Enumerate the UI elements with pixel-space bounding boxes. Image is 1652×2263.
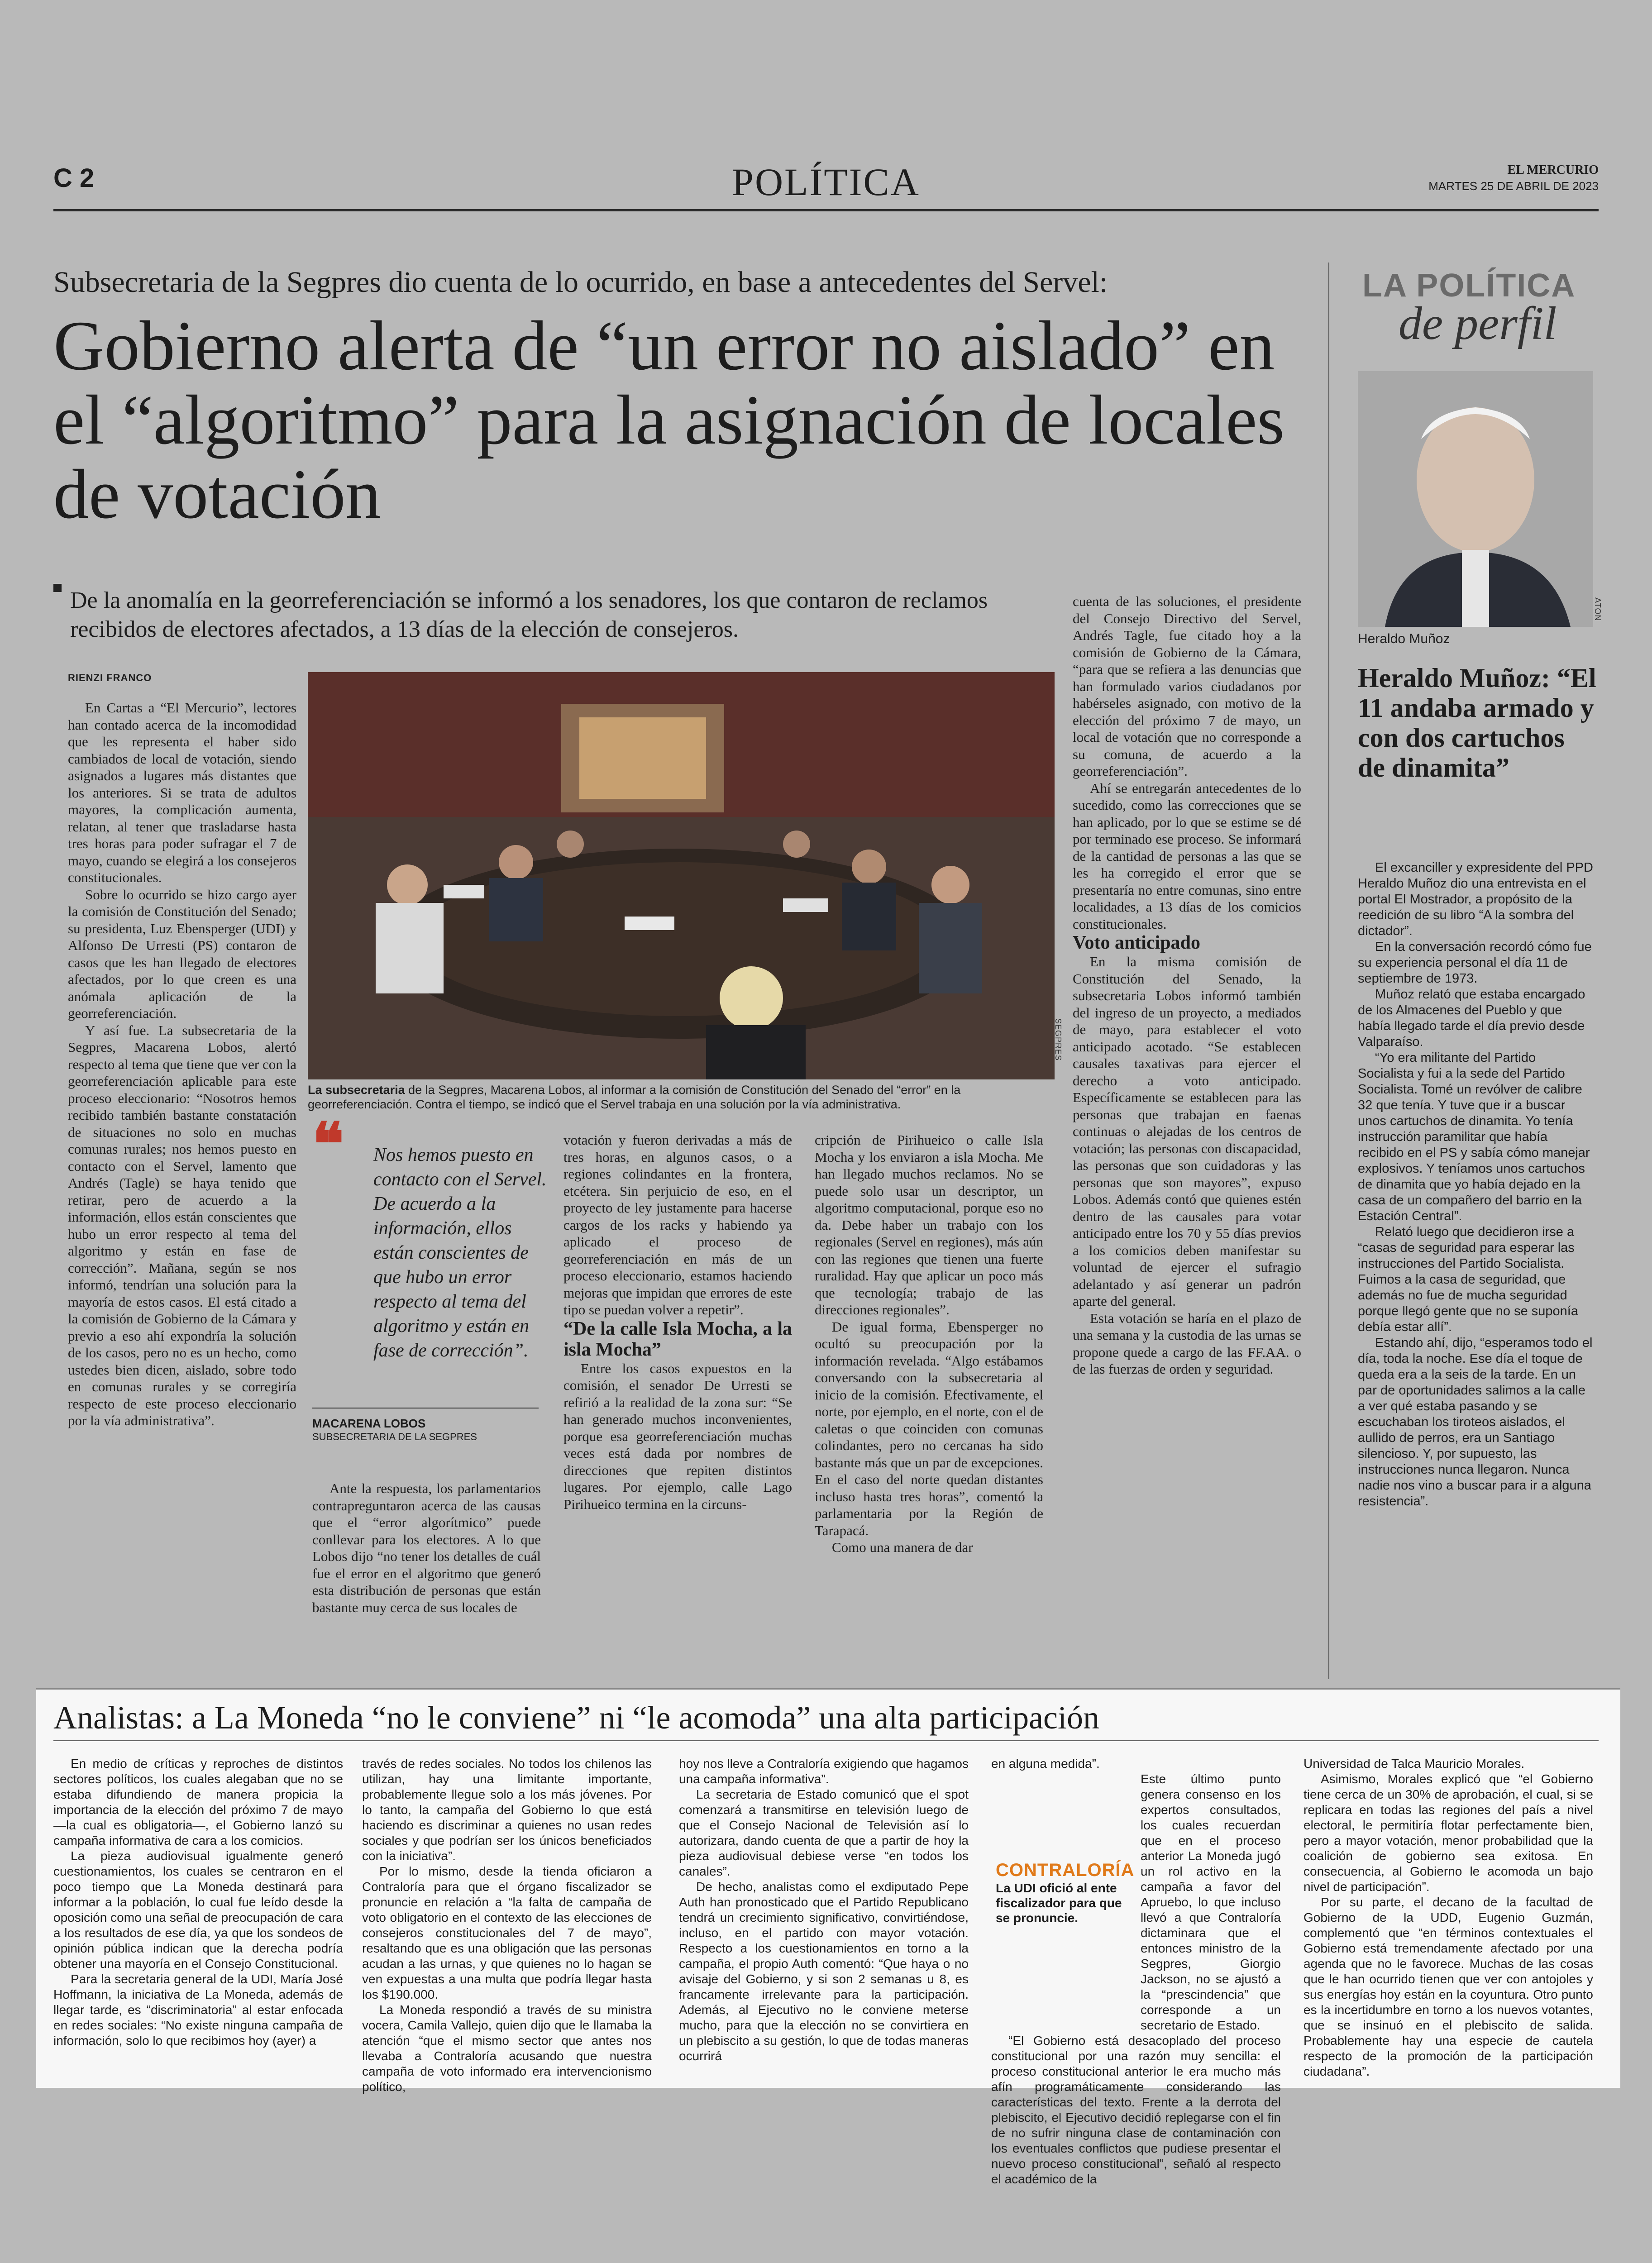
paragraph: Como una manera de dar	[832, 1539, 973, 1555]
pullquote-mark: ❝	[312, 1112, 344, 1178]
paragraph: Entre los casos expuestos en la comisión, el senador De Urresti se refirió a la realidad de la zona sur: “Se han generado muchos inconvenientes, porque esa georreferenciación muchas veces está dada por nombres de direcciones que repiten distintos lugares. Por ejemplo, calle Lago Pirihueico termina en la circuns-	[563, 1360, 792, 1512]
paragraph: hoy nos lleve a Contraloría exigiendo que hagamos una campaña informativa”.	[679, 1757, 969, 1786]
paragraph: Asimismo, Morales explicó que “el Gobierno tiene cerca de un 30% de aprobación, el cual, si se replicara en todas las regiones del país a nivel electoral, le permitiría flotar perfectamente bien, pero a mayor votación, menor probabilidad que la coalición de gobierno sea exitosa. En consecuencia, al Gobierno le acomoda un bajo nivel de participación”.	[1303, 1772, 1593, 1894]
sidebar-label: LA POLÍTICA	[1362, 267, 1576, 304]
paragraph: De hecho, analistas como el exdiputado Pepe Auth han pronosticado que el Partido Republicano tendrá un crecimiento significativo, convirtiéndose, incluso, en el partido con mayor votación. Respecto a los cuestionamientos en torno a la campaña, el propio Auth comentó: “Que haya o no avisaje del Gobierno, y si son 2 semanas u 8, es francamente irrelevante para la participación. Además, al Ejecutivo no le conviene meterse mucho, para que la elección no se convirtiera en un plebiscito a su gestión, lo que de todas maneras ocurrirá	[679, 1880, 969, 2063]
paragraph: Sobre lo ocurrido se hizo cargo ayer la comisión de Constitución del Senado; su presidenta, Luz Ebensperger (UDI) y Alfonso De Urresti (PS) contaron de casos que les han llegado de electores afectados, por lo que creen es una anómala aplicación de la georreferenciación.	[68, 886, 296, 1021]
paragraph: en alguna medida”.	[991, 1757, 1100, 1771]
paragraph: cuenta de las soluciones, el presidente del Consejo Directivo del Servel, Andrés Tagle, fue citado hoy a la comisión de Gobierno de la Cámara, “para que se refiera a las denuncias que han formulado varios ciudadanos por habérseles asignado, con motivo de la elección del próximo 7 de mayo, un local de votación que no corresponde a su comuna, de acuerdo a la georreferenciación”.	[1073, 593, 1301, 779]
paragraph: “El Gobierno está desacoplado del proceso constitucional por una razón muy sencilla: el proceso constitucional anterior le era mucho más afín programáticamente considerando las características del texto. Frente a la derrota del plebiscito, el Ejecutivo decidió replegarse con el fin de no sufrir ninguna clase de contaminación con los eventuales conflictos que pudiese presentar el nuevo proceso constitucional”, señaló al respecto el académico de la	[991, 2034, 1281, 2186]
contraloria-title: CONTRALORÍA	[996, 1860, 1135, 1880]
paragraph: través de redes sociales. No todos los chilenos las utilizan, hay una limitante importante, probablemente llegue solo a los más jóvenes. Por lo tanto, la campaña del Gobierno lo que está haciendo es discriminar a quienes no usan redes sociales y que podrían ser los únicos beneficiados con la iniciativa”.	[362, 1757, 652, 1863]
paragraph: La pieza audiovisual igualmente generó cuestionamientos, los cuales se centraron en el poco tiempo que La Moneda destinará para informar a la población, lo cual fue leído desde la oposición como una señal de preocupación de cara a los resultados de ese día, ya que los sondeos de opinión pública indican que la derecha podría obtener una mayoría en el Consejo Constitucional.	[53, 1849, 343, 1971]
paragraph: Relató luego que decidieron irse a “casas de seguridad para esperar las instrucciones del Partido Socialista. Fuimos a la casa de seguridad, que además no fue de mucha seguridad porque llegó gente que no se suponía debía estar allí”.	[1358, 1225, 1578, 1334]
paragraph: Para la secretaria general de la UDI, María José Hoffmann, la iniciativa de La Moneda, además de llegar tarde, es “discriminatoria” al estar enfocada en redes sociales: “No existe ninguna campaña de información, solo lo que recibimos hoy (ayer) a	[53, 1972, 343, 2048]
sidebar-photo-caption: Heraldo Muñoz	[1358, 631, 1450, 646]
main-kicker: Subsecretaria de la Segpres dio cuenta de lo ocurrido, en base a antecedentes del Servel:	[53, 266, 1108, 299]
analysis-headline: Analistas: a La Moneda “no le conviene” ni “le acomoda” una alta participación	[53, 1700, 1099, 1736]
contraloria-text: La UDI ofició al ente fiscalizador para que se pronuncie.	[996, 1881, 1122, 1925]
caption-text: de la Segpres, Macarena Lobos, al informar a la comisión de Constitución del Senado del “error” en la georreferenciación. Contra el tiempo, se indicó que el Servel trabaja en una solución por la vía administrativa.	[308, 1083, 961, 1111]
sidebar-divider	[1328, 263, 1329, 1679]
paragraph: Ahí se entregarán antecedentes de lo sucedido, como las correcciones que se han aplicado, por lo que se estime se dé por terminado ese proceso. Se informará de la cantidad de personas a las que se les ha corregido el error que se presentaría no entre comunas, sino entre localidades, a 13 días de los comicios constitucionales.	[1073, 780, 1301, 932]
page-number: C 2	[53, 163, 95, 193]
main-column-5	[1073, 593, 1301, 1378]
paragraph: El excanciller y expresidente del PPD Heraldo Muñoz dio una entrevista en el portal El Mostrador, a propósito de la reedición de su libro “A la sombra del dictador”.	[1358, 860, 1593, 938]
pullquote-name: MACARENA LOBOS	[312, 1417, 426, 1430]
paragraph: Por lo mismo, desde la tienda oficiaron a Contraloría para que el órgano fiscalizador se pronuncie en relación a “la falta de campaña de voto obligatorio en el contexto de las elecciones de consejeros constitucionales del 7 de mayo”, resaltando que es una obligación que las personas acudan a las urnas, y que quienes no lo hagan se ven expuestas a una multa que podría llegar hasta los $190.000.	[362, 1864, 652, 2001]
caption-lead: La subsecretaria	[308, 1083, 405, 1097]
paragraph: En medio de críticas y reproches de distintos sectores políticos, los cuales alegaban que no se estaba difundiendo de manera propicia la importancia de la elección del próximo 7 de mayo —la cual es obligatoria—, el Gobierno lanzó su campaña informativa de cara a los comicios.	[53, 1757, 343, 1848]
paragraph: Este último punto genera consenso en los expertos consultados, los cuales recuerdan que en el proceso anterior La Moneda jugó un rol activo en la campaña a favor del Apruebo, lo que incluso llevó a que Contraloría dictaminara que el entonces ministro de la Segpres, Giorgio Jackson, no se ajustó a la “prescindencia” que corresponde a un secretario de Estado.	[1141, 1772, 1281, 2032]
main-byline: RIENZI FRANCO	[68, 672, 152, 683]
analysis-column-5	[1303, 1756, 1593, 2079]
photo-credit: SEGPRES	[1054, 1018, 1063, 1061]
subheading: Voto anticipado	[1073, 932, 1201, 953]
paragraph: La Moneda respondió a través de su ministra vocera, Camila Vallejo, quien dijo que le llamaba la atención “que el mismo sector que antes nos llevaba a Contraloría acusando que nuestra campaña de voto informado era intervencionismo político,	[362, 2003, 652, 2094]
section-title: POLÍTICA	[732, 160, 920, 204]
sidebar-body	[1358, 860, 1593, 1509]
main-column-2	[312, 1480, 541, 1616]
paragraph: cripción de Pirihueico o calle Isla Mocha y los enviaron a isla Mocha. Me han llegado muchos reclamos. No se puede solo usar un descriptor, un algoritmo computacional, porque eso no da. Debe haber un trabajo con los regionales (Servel en regiones), más aún con las regiones que tienen una fuerte ruralidad. Hay que aplicar un poco más que tecnología; trabajo de las direcciones regionales”.	[815, 1132, 1043, 1318]
paragraph: “Yo era militante del Partido Socialista y fui a la sede del Partido Socialista. Tomé un revólver de calibre 32 que tenía. Y tuve que ir a buscar unos cartuchos de dinamita. Yo tenía instrucción paramilitar que había recibido en el PS y sabía cómo manejar explosivos. Y teníamos unos cartuchos de dinamita que yo había dejado en la casa de un compañero del barrio en la Estación Central”.	[1358, 1050, 1590, 1223]
main-headline: Gobierno alerta de “un error no aislado” en el “algoritmo” para la asignación de locales de votación	[53, 306, 1285, 533]
sidebar-label-script: de perfil	[1399, 297, 1557, 349]
main-column-1	[68, 699, 296, 1429]
paragraph: En la misma comisión de Constitución del Senado, la subsecretaria Lobos informó también del ingreso de un proyecto, a mediados de mayo, para establecer el voto anticipado acotado. “Se establecen causales taxativas para ejercer el derecho a voto anticipado. Específicamente se establecen para las personas que trabajan en faenas continuas o alejadas de los centros de votación; las personas con discapacidad, las personas que son cuidadoras y las personas que son mayores”, expuso Lobos. Además contó que quienes estén dentro de las causales para votar anticipado entre los 70 y 55 días previos a los comicios deben manifestar su voluntad de ejercer el sufragio adelantado y así generar un padrón aparte del general.	[1073, 954, 1301, 1309]
paragraph: De igual forma, Ebensperger no ocultó su preocupación por la información revelada. “Algo estábamos conversando con la subsecretaria al inicio de la comisión. Efectivamente, el norte, por ejemplo, en el norte, con el de caletas o que coinciden con comunas colindantes, pero no cercanas ha sido bastante más que un par de excepciones. En el caso del norte quedan distantes incluso hasta tres horas”, comentó la parlamentaria por la Región de Tarapacá.	[815, 1318, 1043, 1538]
lead-marker	[53, 584, 62, 592]
paragraph: Universidad de Talca Mauricio Morales.	[1303, 1757, 1525, 1771]
paragraph: En la conversación recordó cómo fue su experiencia personal el día 11 de septiembre de 1973.	[1358, 940, 1592, 986]
analysis-column-1	[53, 1756, 343, 2048]
sidebar-photo-credit: ATON	[1593, 597, 1602, 621]
subheading: “De la calle Isla Mocha, a la isla Mocha”	[563, 1318, 792, 1360]
pullquote-role: SUBSECRETARIA DE LA SEGPRES	[312, 1431, 477, 1442]
munoz-photo	[1358, 371, 1593, 627]
analysis-column-3	[679, 1756, 969, 2064]
header-rule	[53, 209, 1599, 211]
paragraph: En Cartas a “El Mercurio”, lectores han contado acerca de la incomodidad que les representa el haber sido cambiados de local de votación, siendo asignados a lugares más distantes que los anteriores. Si se trata de adultos mayores, la complicación aumenta, relatan, al tener que trasladarse hasta tres horas para poder sufragar el 7 de mayo, cuando se elegirá a los consejeros constitucionales.	[68, 700, 296, 885]
analysis-column-4	[991, 1756, 1281, 2187]
paragraph: Y así fue. La subsecretaria de la Segpres, Macarena Lobos, alertó respecto al tema que tiene que ver con la georreferenciación aplicable para este proceso eleccionario: “Nosotros hemos recibido también bastante constatación de situaciones no solo en muchas comunas rurales; nos hemos puesto en contacto con el Servel, lamento que Andrés (Tagle) se haya tenido que retirar, pero de acuerdo a la información, ellos están conscientes que hubo un error respecto al tema del algoritmo y están en fase de corrección”. Mañana, según se nos informó, tendrían una solución para la mayoría de estos casos. El está citado a la comisión de Gobierno de la Cámara y previo a eso ahí expondría la solución de los casos, pero no es un hecho, como ustedes bien dicen, aislado, sobre todo en comunas rurales y se corregiría respecto de este proceso eleccionario por la vía administrativa”.	[68, 1022, 296, 1428]
paragraph: La secretaria de Estado comunicó que el spot comenzará a transmitirse en televisión luego de que el Consejo Nacional de Televisión así lo autorizara, dando cuenta de que a partir de hoy la pieza audiovisual debiese verse “en todos los canales”.	[679, 1787, 969, 1878]
sidebar-headline: Heraldo Muñoz: “El 11 andaba armado y con dos cartuchos de dinamita”	[1358, 663, 1596, 783]
paragraph: Estando ahí, dijo, “esperamos todo el día, toda la noche. Ese día el toque de queda era a la seis de la tarde. En un par de oportunidades salimos a la calle a ver qué estaba pasando y se escuchaban los tiroteos aislados, el aullido de perros, era un Santiago silencioso. Y, por supuesto, las instrucciones nunca llegaron. Nunca nadie nos vino a buscar para ir a alguna resistencia”.	[1358, 1336, 1593, 1509]
date-line: MARTES 25 DE ABRIL DE 2023	[1428, 179, 1599, 193]
pullquote: Nos hemos puesto en contacto con el Servel. De acuerdo a la información, ellos están conscientes de que hubo un error respecto al tema del algoritmo y están en fase de corrección”.	[373, 1145, 547, 1361]
analysis-rule	[53, 1740, 1599, 1741]
masthead: EL MERCURIO	[1507, 163, 1599, 177]
photo-caption	[308, 1083, 1055, 1112]
main-column-3	[563, 1132, 792, 1513]
main-column-4	[815, 1132, 1043, 1556]
commission-photo	[308, 672, 1055, 1079]
main-lead: De la anomalía en la georreferenciación se informó a los senadores, los que contaron de reclamos recibidos de electores afectados, a 13 días de la elección de consejeros.	[70, 587, 988, 642]
paragraph: Ante la respuesta, los parlamentarios contrapreguntaron acerca de las causas que el “error algorítmico” puede conllevar para los electores. A lo que Lobos dijo “no tener los detalles de cuál fue el error en el algoritmo que generó esta distribución de personas que están bastante muy cerca de sus locales de	[312, 1480, 541, 1615]
analysis-column-2	[362, 1756, 652, 2095]
paragraph: votación y fueron derivadas a más de tres horas, en algunos casos, o a regiones colindantes en la frontera, etcétera. Sin perjuicio de eso, en el proyecto de ley justamente para hacerse cargos de los racks y habiendo ya aplicado el proceso de georreferenciación en más de un proceso eleccionario, estamos haciendo mejoras que impidan que errores de este tipo se puedan volver a repetir”.	[563, 1132, 792, 1318]
paragraph: Muñoz relató que estaba encargado de los Almacenes del Pueblo y que había llegado tarde el día previo desde Valparaíso.	[1358, 987, 1585, 1049]
paragraph: Esta votación se haría en el plazo de una semana y la custodia de las urnas se propone quede a cargo de las FF.AA. o de las fuerzas de orden y seguridad.	[1073, 1310, 1301, 1377]
paragraph: Por su parte, el decano de la facultad de Gobierno de la UDD, Eugenio Guzmán, complementó que “en términos contextuales el Gobierno está tremendamente afectado por una agenda que no le favorece. Muchas de las cosas que le han ocurrido tienen que ver con antojoles y sus energías hoy están en la coyuntura. Otro punto es la incertidumbre en torno a los nuevos votantes, que se insinuó en el plebiscito de salida. Probablemente hay una especie de cautela respecto de la promoción de la participación ciudadana”.	[1303, 1895, 1593, 2078]
